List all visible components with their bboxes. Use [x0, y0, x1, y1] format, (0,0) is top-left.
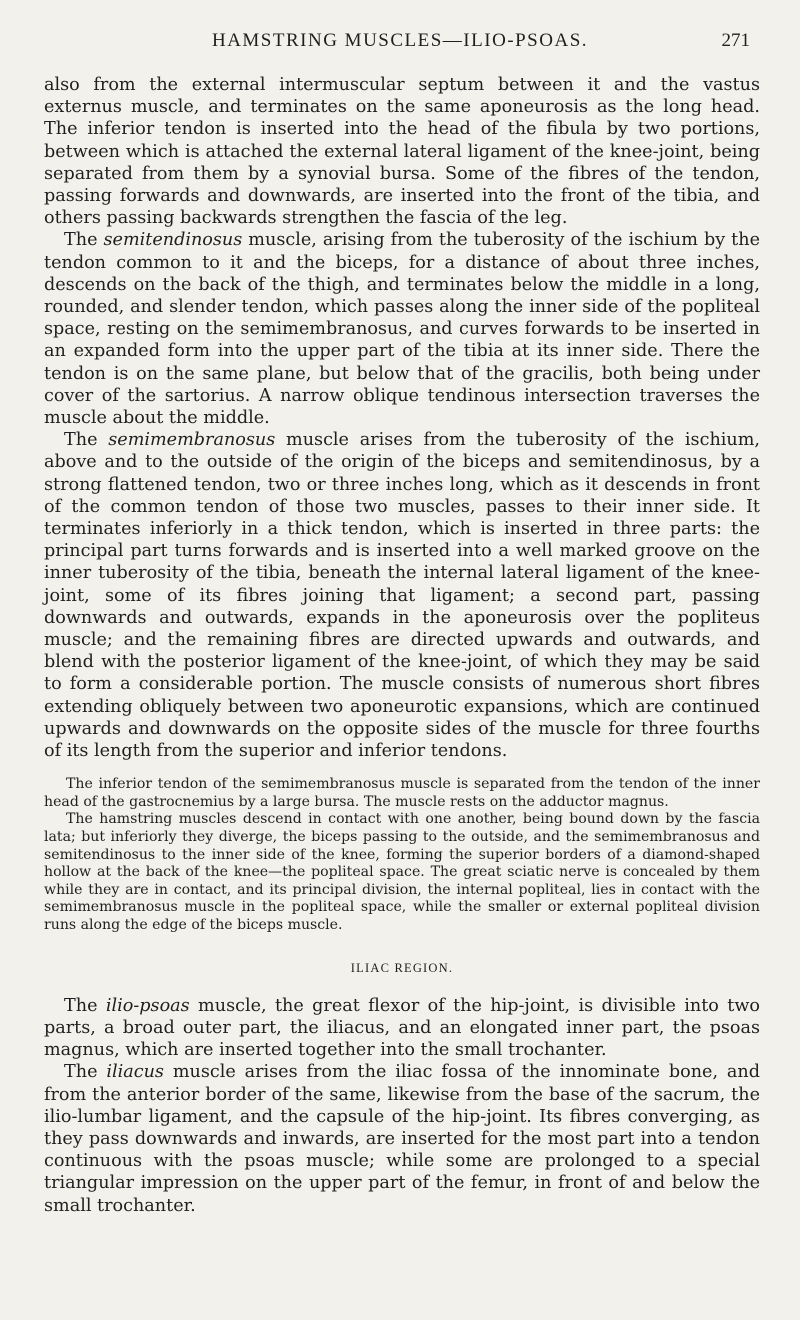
paragraph-semimembranosus [44, 429, 760, 762]
running-header [44, 26, 756, 56]
paragraph-semitendinosus [44, 229, 760, 429]
paragraph-lead: The [64, 430, 109, 451]
paragraph-text: muscle arises from the tuberosity of the ischium, above and to the outside of the origin of the biceps and semitendinosus, by a strong flattened tendon, two or three inches long, which as it descends in front of the common tendon of those two muscles, passes to their inner side. It terminates inferiorly in a thick tendon, which is inserted in three parts: the principal part turns forwards and is inserted into a well marked groove on the inner tuberosity of the tibia, beneath the internal lateral ligament of the knee-joint, some of its fibres joining that ligament; a second part, passing downwards and outwards, expands in the aponeurosis over the popliteus muscle; and the remaining fibres are directed upwards and outwards, and blend with the posterior ligament of the knee-joint, of which they may be said to form a considerable portion. The muscle consists of numerous short fibres extending obliquely between two aponeurotic expansions, which are continued upwards and downwards on the opposite sides of the muscle for three fourths of its length from the superior and inferior tendons. [44, 430, 761, 762]
term-semimembranosus: semimembranosus [108, 430, 276, 451]
main-text [44, 74, 760, 1217]
note-bursa [44, 776, 760, 811]
paragraph-ilio-psoas [44, 995, 760, 1062]
term-ilio-psoas: ilio-psoas [105, 995, 190, 1016]
section-heading-iliac-region: ILIAC REGION. [350, 960, 454, 975]
paragraph-text: muscle, the great flexor of the hip-joint, is divisible into two parts, a broad outer part, the iliacus, and an elongated inner part, the psoas magnus, which are inserted together into the small trochanter. [44, 995, 760, 1061]
note-text: The hamstring muscles descend in contact with one another, being bound down by the fascia lata; but inferiorly they diverge, the biceps passing to the outside, and the semimembranosus and semitendinosus to the inner side of the knee, forming the superior borders of a diamond-shaped hollow at the back of the knee—the popliteal space. The great sciatic nerve is concealed by them while they are in contact, and its principal division, the internal popliteal, lies in contact with the semimembranosus muscle in the popliteal space, while the smaller or external popliteal division runs along the edge of the biceps muscle. [44, 811, 760, 934]
paragraph-iliacus [44, 1061, 760, 1216]
paragraph-text: also from the external intermuscular septum between it and the vastus externus muscle, and terminates on the same aponeurosis as the long head. The inferior tendon is inserted into the head of the fibula by two portions, between which is attached the external lateral ligament of the knee-joint, being separated from them by a synovial bursa. Some of the fibres of the tendon, passing forwards and downwards, are inserted into the front of the tibia, and others passing backwards strengthen the fascia of the leg. [44, 75, 760, 229]
paragraph-biceps-continuation [44, 74, 760, 229]
paragraph-lead: The [64, 995, 106, 1016]
small-print-notes [44, 776, 760, 934]
note-popliteal-space [44, 811, 760, 934]
term-semitendinosus: semitendinosus [103, 230, 243, 251]
running-title: HAMSTRING MUSCLES—ILIO-PSOAS. [211, 30, 589, 51]
page-number: 271 [721, 30, 750, 51]
paragraph-text: muscle, arising from the tuberosity of the ischium by the tendon common to it and the biceps, for a distance of about three inches, descends on the back of the thigh, and terminates below the middle in a long, rounded, and slender tendon, which passes along the inner side of the popliteal space, resting on the semimembranosus, and curves forwards to be inserted in an expanded form into the upper part of the tibia at its inner side. There the tendon is on the same plane, but below that of the gracilis, both being under cover of the sartorius. A narrow oblique tendinous intersection traverses the muscle about the middle. [44, 230, 760, 429]
paragraph-text: muscle arises from the iliac fossa of the innominate bone, and from the anterior border of the same, likewise from the base of the sacrum, the ilio-lumbar ligament, and the capsule of the hip-joint. Its fibres converging, as they pass downwards and inwards, are inserted for the most part into a tendon continuous with the psoas muscle; while some are prolonged to a special triangular impression on the upper part of the femur, in front of and below the small trochanter. [44, 1062, 760, 1216]
term-iliacus: iliacus [106, 1062, 164, 1083]
paragraph-lead: The [64, 230, 104, 251]
note-text: The inferior tendon of the semimembranosus muscle is separated from the tendon of the inner head of the gastrocnemius by a large bursa. The muscle rests on the adductor magnus. [44, 776, 760, 810]
paragraph-lead: The [64, 1062, 107, 1083]
